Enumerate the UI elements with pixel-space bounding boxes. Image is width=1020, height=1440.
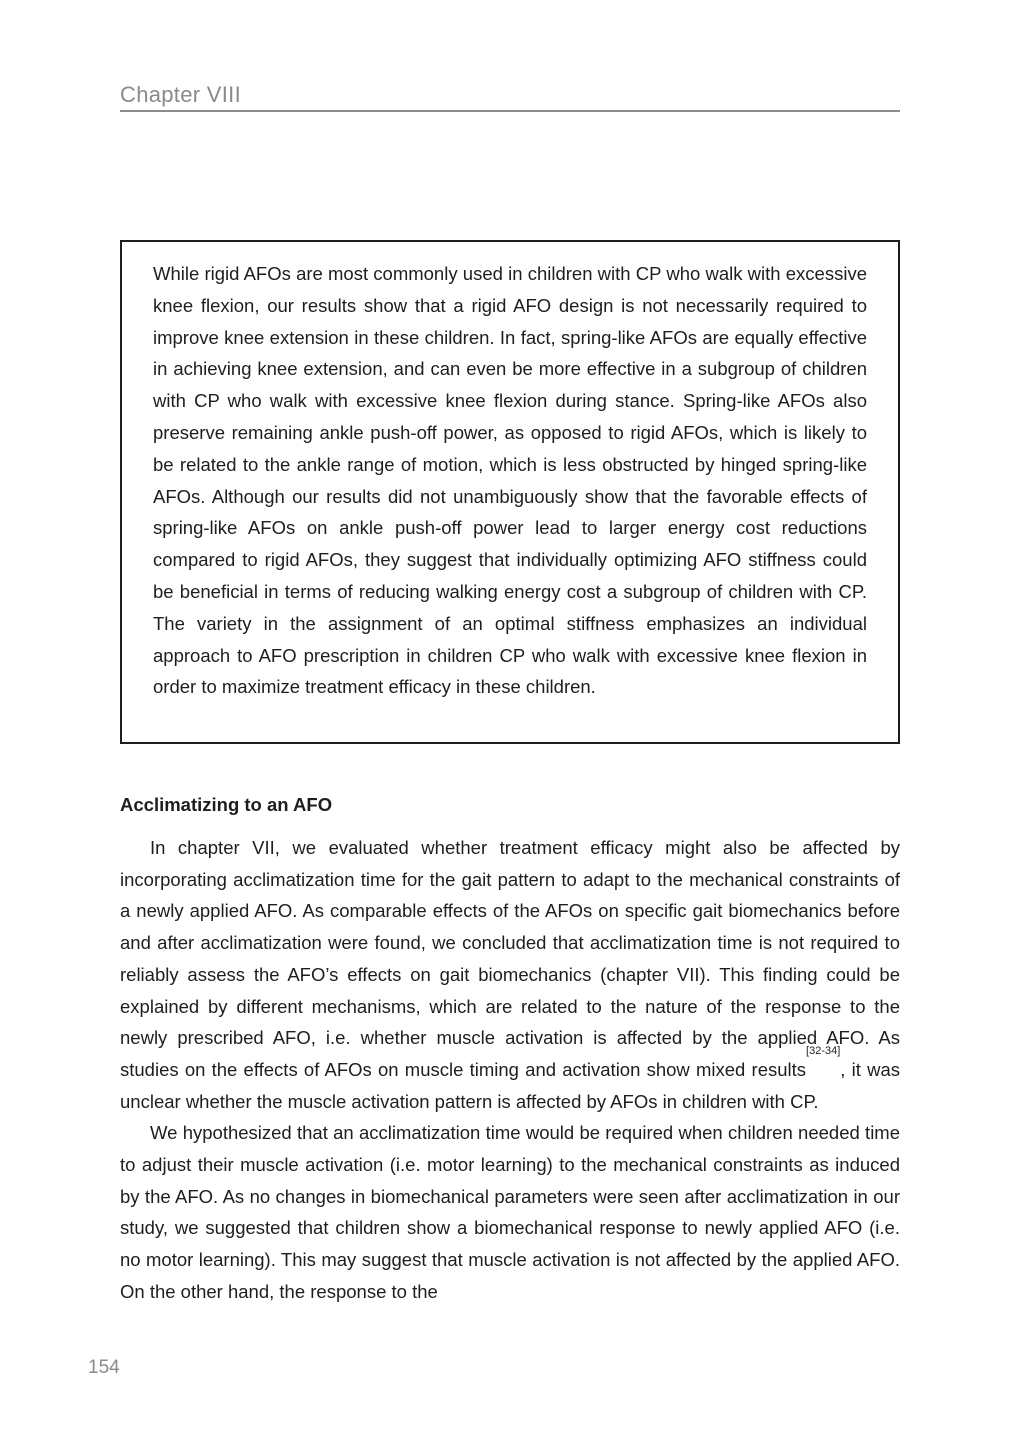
paragraph-2: We hypothesized that an acclimatization time would be required when children needed time to adjust their muscle activation (i.e. motor learning) to the mechanical constraints as induced by the AFO. As no changes in biomechanical parameters were seen after acclimatization in our study, we suggested that children show a biomechanical response to newly applied AFO (i.e. no motor learning). This may suggest that muscle activation is not affected by the applied AFO. On the other hand, the response to the bbox=[120, 1122, 900, 1302]
section-heading: Acclimatizing to an AFO bbox=[120, 794, 333, 815]
paragraph-1-continuation: , it was unclear whether the muscle activation pattern is affected by AFOs in children with CP. bbox=[120, 1058, 901, 1112]
summary-text: While rigid AFOs are most commonly used in children with CP who walk with excessive knee flexion, our results show that a rigid AFO design is not necessarily required to improve knee extension in these children. In fact, spring-like AFOs are equally effective in achieving knee extension, and can even be more effective in a subgroup of children with CP who walk with excessive knee flexion during stance. Spring-like AFOs also preserve remaining ankle push-off power, as opposed to rigid AFOs, which is likely to be related to the ankle range of motion, which is less obstructed by hinged spring-like AFOs. Although our results did not unambiguously show that the favorable effects of spring-like AFOs on ankle push-off power lead to larger energy cost reductions compared to rigid AFOs, they suggest that individually optimizing AFO stiffness could be beneficial in terms of reducing walking energy cost a subgroup of children with CP. The variety in the assignment of an optimal stiffness emphasizes an individual approach to AFO prescription in children CP who walk with excessive knee flexion in order to maximize treatment efficacy in these children. bbox=[153, 263, 867, 698]
paragraph-1-text: In chapter VII, we evaluated whether treatment efficacy might also be affected by incorporating acclimatization time for the gait pattern to adapt to the mechanical constraints of a newly applied AFO. As comparable effects of the AFOs on specific gait biomechanics before and after acclimatization were found, we concluded that acclimatization time is not required to reliably assess the AFO’s effects on gait biomechanics (chapter VII). This finding could be explained by different mechanisms, which are related to the nature of the response to the newly prescribed AFO, i.e. whether muscle activation is affected by the applied AFO. As studies on the effects of AFOs on muscle timing and activation show mixed results bbox=[120, 837, 900, 1080]
body-text bbox=[120, 832, 900, 1308]
summary-box bbox=[120, 240, 900, 744]
chapter-title: Chapter VIII bbox=[120, 82, 241, 107]
paragraph-1 bbox=[120, 832, 900, 1117]
page-number: 154 bbox=[88, 1357, 120, 1378]
running-header bbox=[120, 80, 900, 112]
citation-reference: [32-34] bbox=[806, 1044, 841, 1057]
